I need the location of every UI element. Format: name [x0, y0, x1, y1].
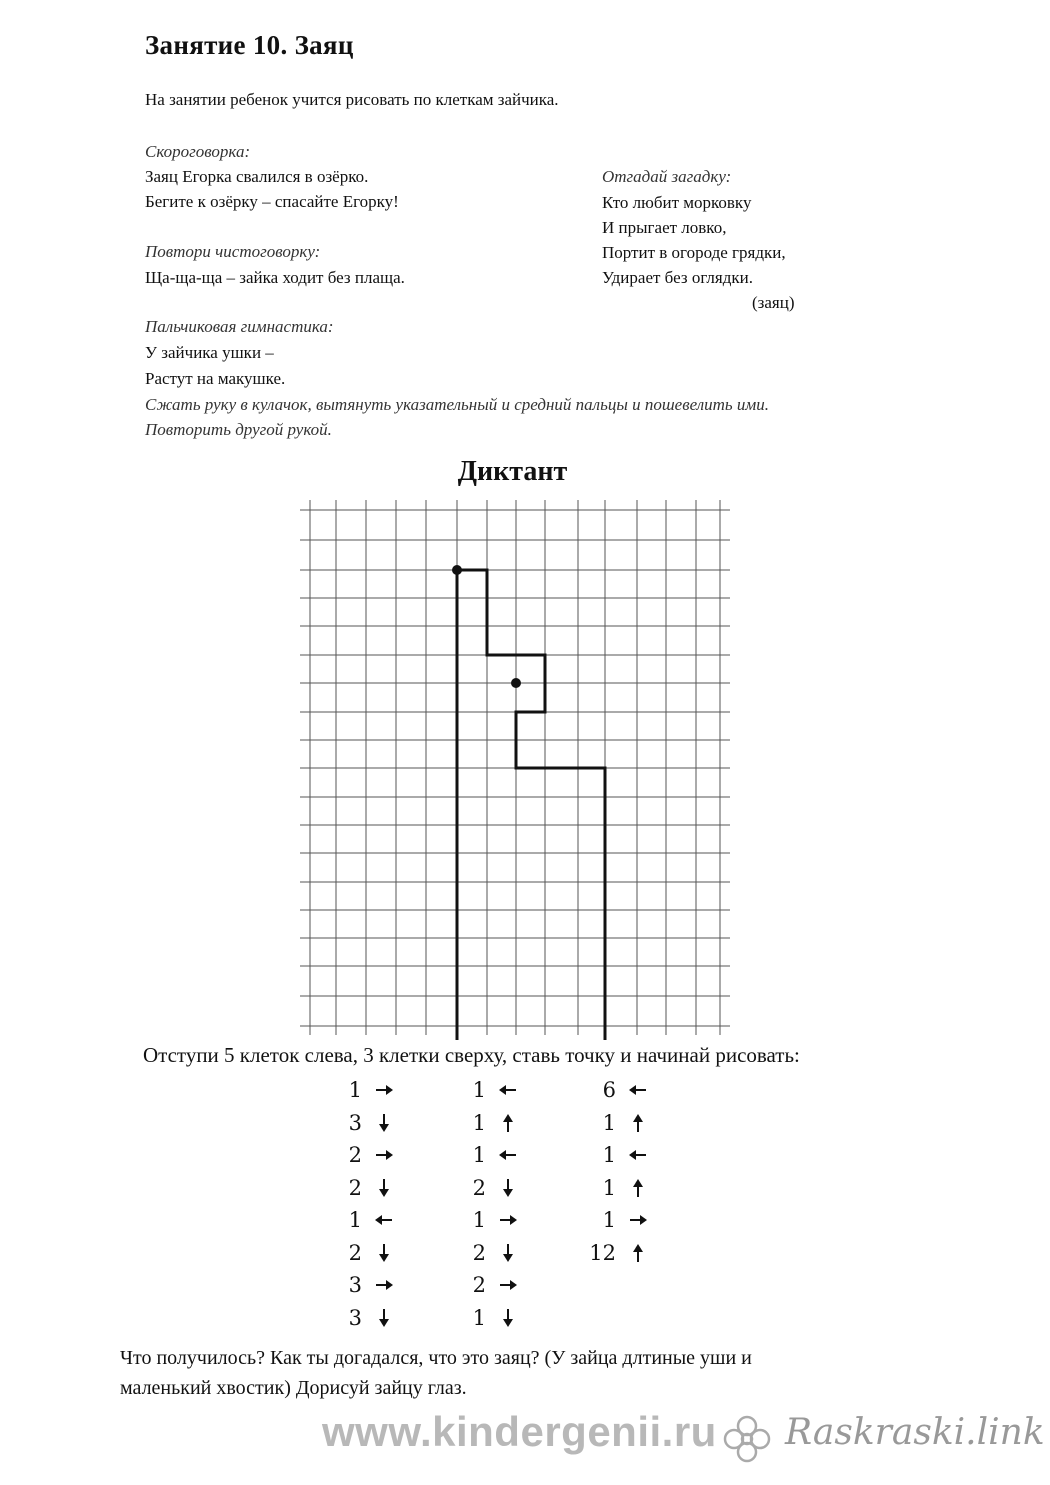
step-count: 1 [348, 1078, 362, 1102]
page-title: Занятие 10. Заяц [145, 30, 354, 60]
arrow-down-icon [498, 1178, 518, 1198]
step-count: 1 [472, 1143, 486, 1167]
arrow-down-icon [498, 1308, 518, 1328]
arrow-left-icon [628, 1145, 648, 1165]
step-count: 2 [472, 1240, 486, 1265]
arrow-right-icon [498, 1210, 518, 1230]
dictation-title: Диктант [457, 456, 568, 487]
step-count: 2 [472, 1273, 486, 1297]
arrow-up-icon [628, 1243, 648, 1263]
arrow-right-icon [374, 1275, 394, 1295]
step-count: 2 [348, 1240, 362, 1265]
dictation-instruction: Отступи 5 клеток слева, 3 клетки сверху, ставь точку и начинай рисовать: [143, 1043, 800, 1067]
arrow-down-icon [498, 1243, 518, 1263]
arrow-up-icon [498, 1113, 518, 1133]
eye-dot [511, 678, 521, 688]
dictation-step [576, 1111, 648, 1135]
arrow-right-icon [628, 1210, 648, 1230]
arrow-left-icon [374, 1210, 394, 1230]
step-count: 3 [348, 1305, 362, 1330]
arrow-up-icon [628, 1113, 648, 1133]
arrow-right-icon [498, 1275, 518, 1295]
arrow-down-icon [374, 1243, 394, 1263]
riddle-label: Отгадай загадку: [602, 167, 732, 186]
watermark: Raskraski.link [785, 1412, 1045, 1453]
tongue-twister-label: Скороговорка: [145, 142, 251, 161]
finger-gym-label: Пальчиковая гимнастика: [145, 317, 334, 336]
start-dot [452, 565, 462, 575]
step-count: 1 [472, 1208, 486, 1232]
question-line: маленький хвостик) Дорисуй зайцу глаз. [120, 1377, 467, 1399]
dictation-step [576, 1241, 648, 1265]
dictation-step [322, 1241, 394, 1265]
dictation-step [576, 1176, 648, 1200]
dictation-step [322, 1306, 394, 1330]
dictation-step [446, 1208, 518, 1232]
finger-gym-instruction: Повторить другой рукой. [145, 420, 332, 439]
dictation-step [322, 1208, 394, 1232]
arrow-up-icon [628, 1178, 648, 1198]
riddle-line: Кто любит морковку [602, 193, 752, 212]
riddle-line: И прыгает ловко, [602, 218, 727, 237]
step-count: 6 [602, 1078, 616, 1102]
dictation-step [576, 1208, 648, 1232]
question-line: Что получилось? Как ты догадался, что это заяц? (У зайца длтиные уши и [120, 1347, 752, 1369]
tongue-twister-line: Бегите к озёрку – спасайте Егорку! [145, 192, 399, 211]
pure-phrase-line: Ща-ща-ща – зайка ходит без плаща. [145, 268, 405, 287]
intro-text: На занятии ребенок учится рисовать по клеткам зайчика. [145, 90, 559, 109]
dictation-step [446, 1111, 518, 1135]
dictation-step [576, 1078, 648, 1102]
step-count: 1 [472, 1078, 486, 1102]
dictation-step [446, 1176, 518, 1200]
finger-gym-instruction: Сжать руку в кулачок, вытянуть указательный и средний пальцы и пошевелить ими. [145, 395, 769, 414]
step-count: 1 [472, 1110, 486, 1135]
arrow-left-icon [498, 1145, 518, 1165]
riddle-answer: (заяц) [752, 293, 795, 312]
footer-site: www.kindergenii.ru [322, 1408, 717, 1455]
step-count: 12 [589, 1240, 616, 1265]
finger-gym-line: Растут на макушке. [145, 369, 286, 388]
step-count: 2 [348, 1175, 362, 1200]
step-count: 3 [348, 1110, 362, 1135]
arrow-down-icon [374, 1113, 394, 1133]
dictation-step [446, 1143, 518, 1167]
arrow-down-icon [374, 1308, 394, 1328]
arrow-left-icon [498, 1080, 518, 1100]
riddle-line: Удирает без оглядки. [602, 268, 753, 287]
step-count: 2 [472, 1175, 486, 1200]
step-count: 1 [472, 1305, 486, 1330]
dictation-step [446, 1241, 518, 1265]
arrow-right-icon [374, 1145, 394, 1165]
dictation-step [576, 1143, 648, 1167]
dictation-step [322, 1111, 394, 1135]
arrow-right-icon [374, 1080, 394, 1100]
dictation-step [322, 1273, 394, 1297]
finger-gym-line: У зайчика ушки – [145, 343, 274, 362]
step-count: 1 [602, 1143, 616, 1167]
tongue-twister-line: Заяц Егорка свалился в озёрко. [145, 167, 369, 186]
flower-icon [720, 1412, 774, 1466]
dictation-step [322, 1176, 394, 1200]
step-count: 1 [602, 1208, 616, 1232]
step-count: 1 [602, 1175, 616, 1200]
dictation-step [446, 1078, 518, 1102]
arrow-down-icon [374, 1178, 394, 1198]
grid-drawing [300, 500, 730, 1040]
dictation-step [322, 1143, 394, 1167]
pure-phrase-label: Повтори чистоговорку: [145, 242, 321, 261]
riddle-line: Портит в огороде грядки, [602, 243, 786, 262]
step-count: 3 [348, 1273, 362, 1297]
step-count: 1 [602, 1110, 616, 1135]
step-count: 1 [348, 1208, 362, 1232]
dictation-step [446, 1273, 518, 1297]
arrow-left-icon [628, 1080, 648, 1100]
step-count: 2 [348, 1143, 362, 1167]
dictation-step [322, 1078, 394, 1102]
dictation-step [446, 1306, 518, 1330]
